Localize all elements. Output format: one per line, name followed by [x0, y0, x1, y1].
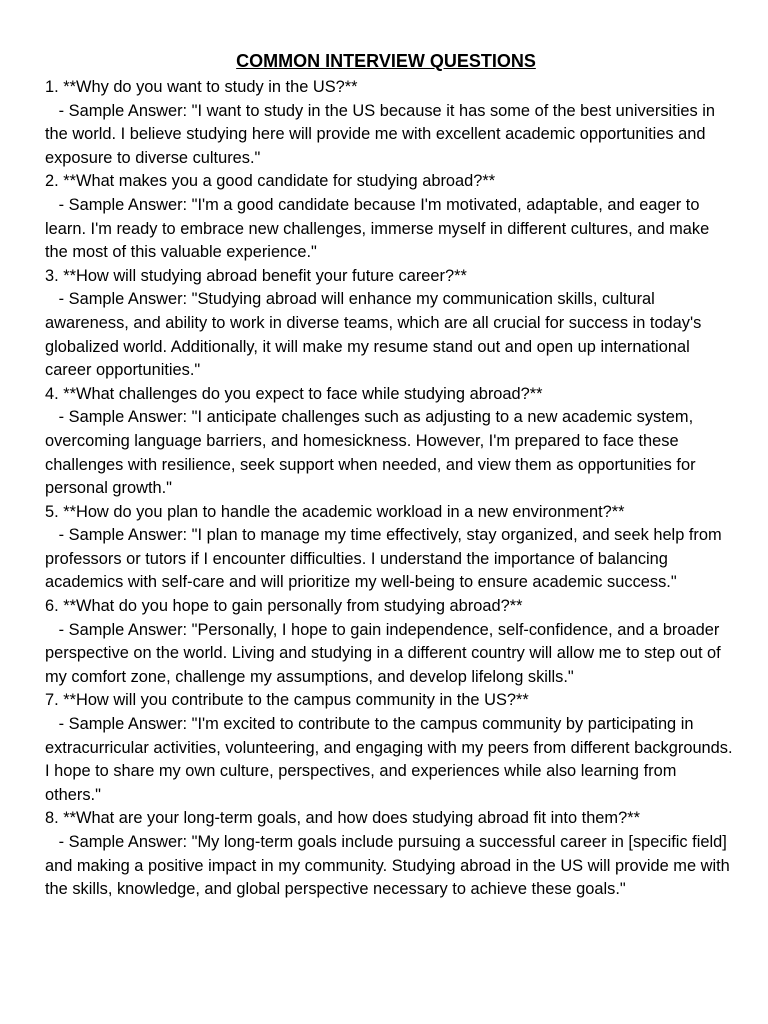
question-7: 7. **How will you contribute to the campus community in the US?**: [45, 691, 529, 710]
answer-4: - Sample Answer: "I anticipate challenges such as adjusting to a new academic system, overcoming language barriers, and homesickness. However, I'm prepared to face these challenges with resilience, seek support when needed, and view them as opportunities for personal growth.": [45, 408, 701, 498]
question-2: 2. **What makes you a good candidate for studying abroad?**: [45, 172, 496, 191]
question-4: 4. **What challenges do you expect to face while studying abroad?**: [45, 384, 543, 403]
answer-1: - Sample Answer: "I want to study in the US because it has some of the best universities in the world. I believe studying here will provide me with excellent academic opportunities and exposure to diverse cultures.": [45, 101, 720, 167]
document-page: [45, 48, 738, 902]
question-6: 6. **What do you hope to gain personally from studying abroad?**: [45, 597, 523, 616]
qa-item-5: [45, 501, 735, 595]
question-3: 3. **How will studying abroad benefit your future career?**: [45, 266, 467, 285]
page-title: COMMON INTERVIEW QUESTIONS: [236, 51, 536, 71]
answer-6: - Sample Answer: "Personally, I hope to gain independence, self-confidence, and a broader perspective on the world. Living and studying in a different country will allow me to step out of my comfort zone, challenge my assumptions, and develop lifelong skills.": [45, 620, 726, 686]
qa-item-4: [45, 383, 735, 501]
question-1: 1. **Why do you want to study in the US?**: [45, 78, 358, 96]
answer-5: - Sample Answer: "I plan to manage my time effectively, stay organized, and seek help from professors or tutors if I encounter difficulties. I understand the importance of balancing academics with self-care and will prioritize my well-being to ensure academic success.": [45, 526, 727, 592]
answer-7: - Sample Answer: "I'm excited to contribute to the campus community by participating in extracurricular activities, volunteering, and engaging with my peers from different backgrounds. I hope to share my own culture, perspectives, and experiences while also learning from others.": [45, 715, 738, 804]
answer-2: - Sample Answer: "I'm a good candidate because I'm motivated, adaptable, and eager to learn. I'm ready to embrace new challenges, immerse myself in different cultures, and make the most of this valuable experience.": [45, 195, 714, 262]
qa-item-6: [45, 595, 735, 689]
qa-item-7: [45, 689, 738, 807]
answer-3: - Sample Answer: "Studying abroad will enhance my communication skills, cultural awareness, and ability to work in diverse teams, which are all crucial for success in today's globalized world. Additionally, it will make my resume stand out and open up international career opportunities.": [45, 290, 706, 380]
qa-item-3: [45, 265, 735, 383]
answer-8: - Sample Answer: "My long-term goals include pursuing a successful career in [specific field] and making a positive impact in my community. Studying abroad in the US will provide me with the skills, knowledge, and global perspective necessary to achieve these goals.": [45, 833, 735, 899]
question-5: 5. **How do you plan to handle the academic workload in a new environment?**: [45, 502, 625, 521]
qa-item-8: [45, 807, 735, 901]
question-8: 8. **What are your long-term goals, and how does studying abroad fit into them?**: [45, 809, 640, 828]
qa-item-2: [45, 170, 735, 264]
qa-item-1: [45, 76, 735, 170]
